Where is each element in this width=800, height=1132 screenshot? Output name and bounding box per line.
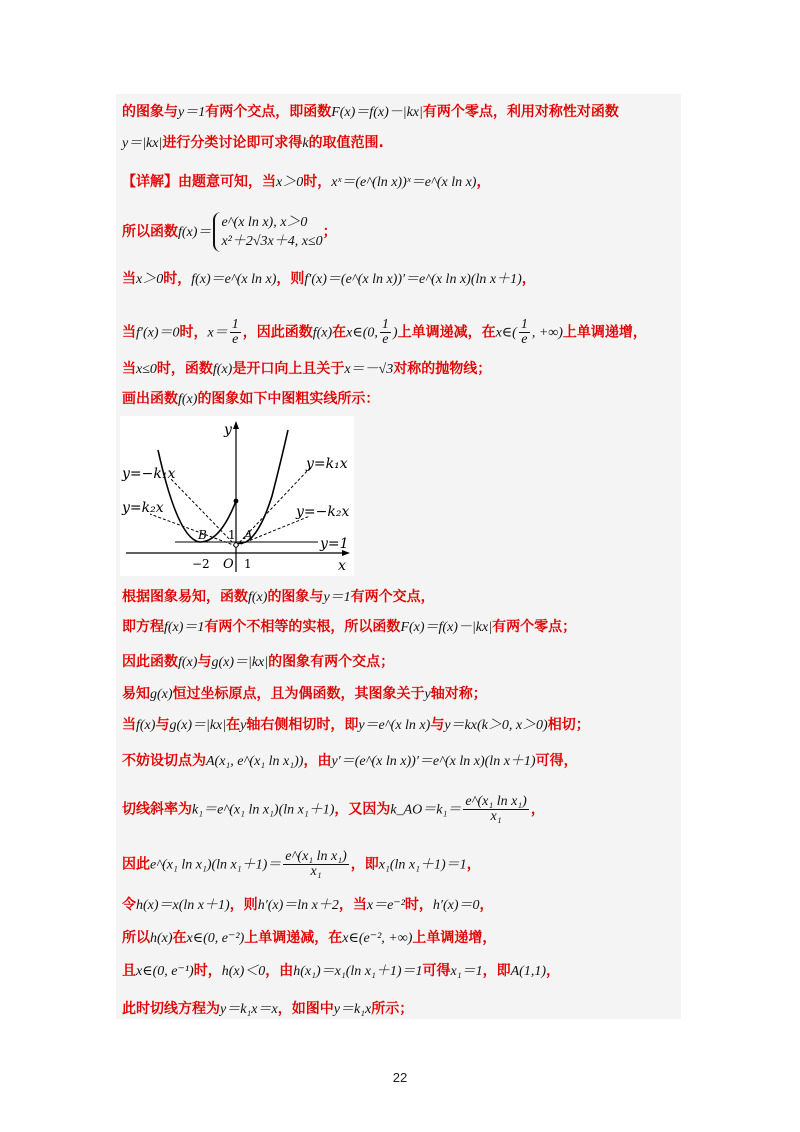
text-span: 与 — [430, 717, 445, 733]
fraction-numerator: 1 — [231, 317, 239, 332]
math-span: xˣ＝(e^(ln x))ˣ＝e^(x ln x) — [331, 175, 477, 190]
text-span: 有两个零点，利用对称性对函数 — [422, 104, 619, 120]
math-span: f(x) — [312, 325, 333, 341]
math-span: x≤0 — [136, 362, 157, 377]
text-span: 所以 — [122, 930, 150, 946]
math-span: g(x)＝|kx| — [169, 718, 227, 733]
text-span: ，则 — [276, 271, 305, 287]
text-span: 有两个交点， — [350, 589, 435, 605]
math-span: y — [424, 687, 431, 702]
math-span: x∈(e⁻², +∞) — [342, 931, 413, 946]
math-span: y＝k₁x＝x — [220, 1002, 278, 1017]
text-span: 【详解】由题意可知，当 — [122, 174, 276, 190]
text-line — [122, 173, 490, 192]
text-line — [122, 360, 491, 379]
math-span: y＝1 — [323, 590, 351, 605]
text-span: ，即 — [482, 963, 511, 979]
text-line — [122, 1000, 413, 1019]
text-line — [122, 103, 619, 122]
text-span: 时， — [193, 963, 222, 979]
text-span: ， — [479, 897, 494, 913]
text-line — [122, 850, 481, 879]
text-span: 在 — [332, 324, 347, 341]
point-origin-open — [234, 543, 238, 547]
text-span: 与 — [155, 717, 170, 733]
fraction-denominator: e — [380, 332, 391, 347]
text-line — [122, 896, 494, 915]
math-span: x∈( — [495, 325, 517, 341]
math-span: y＝k₁x — [333, 1002, 372, 1017]
math-span: F(x)＝f(x)－|kx| — [400, 620, 493, 635]
math-span: y＝1 — [178, 105, 206, 120]
text-span: 的图象与 — [122, 104, 178, 120]
text-line — [122, 685, 487, 704]
text-span: 时， — [303, 174, 332, 190]
tick-1: 1 — [244, 557, 252, 571]
text-span: 上单调递减，在 — [244, 930, 343, 946]
math-span: ) — [392, 325, 398, 341]
fraction-numerator: 1 — [520, 317, 528, 332]
label-k2: y=k₂x — [122, 500, 164, 516]
text-span: 轴右侧相切时，即 — [246, 717, 359, 733]
text-span: 可得， — [535, 753, 578, 769]
text-span: 的图象如下中图粗实线所示： — [197, 391, 380, 407]
text-span: 有两个不相等的实根，所以函数 — [204, 619, 401, 635]
math-span: x∈(0, e⁻²) — [186, 931, 245, 946]
page-number: 22 — [392, 1070, 408, 1085]
label-one-above: 1 — [228, 528, 236, 542]
text-span: 因此函数 — [122, 654, 178, 670]
function-graph — [120, 416, 354, 576]
text-span: 有两个零点； — [492, 619, 577, 635]
math-span: h(x₁)＝x₁(ln x₁＋1)＝1 — [293, 964, 423, 979]
math-span: h(x)＝x(ln x＋1) — [136, 898, 230, 913]
math-span: g(x)＝|kx| — [211, 655, 269, 670]
text-line — [122, 270, 536, 289]
math-span: y＝|kx| — [122, 136, 163, 151]
text-span: 切线斜率为 — [122, 801, 192, 818]
text-line — [122, 618, 576, 637]
label-origin: O — [223, 557, 234, 572]
text-line — [122, 929, 496, 948]
parabola-curve — [158, 450, 236, 542]
text-span: 所以函数 — [122, 224, 178, 240]
text-span: 在 — [172, 930, 187, 946]
math-span: x＞0 — [276, 175, 304, 190]
point-zero-one — [234, 499, 239, 504]
math-span: f(x) — [248, 590, 268, 605]
text-span: 的图象有两个交点； — [268, 654, 395, 670]
text-line — [122, 795, 545, 824]
math-fraction — [463, 795, 529, 824]
text-span: 在 — [226, 717, 241, 733]
math-span: k_AO＝k₁＝ — [390, 802, 462, 818]
math-fraction — [230, 318, 241, 347]
text-span: 时，函数 — [156, 361, 213, 377]
fraction-denominator: e — [230, 332, 241, 347]
text-span: 对称的抛物线； — [393, 361, 492, 377]
math-span: x＝e⁻² — [366, 898, 405, 913]
math-span: x＝－√3 — [344, 362, 394, 377]
text-span: 上单调递减，在 — [397, 324, 496, 341]
text-span: 的图象与 — [267, 589, 324, 605]
text-span: ，由 — [265, 963, 294, 979]
math-fraction — [283, 850, 349, 879]
math-span: x＝ — [207, 325, 228, 341]
math-span: y′＝(e^(x ln x))′＝e^(x ln x)(ln x＋1) — [331, 754, 536, 769]
text-span: 与 — [197, 654, 212, 670]
fraction-denominator: x₁ — [463, 809, 529, 824]
text-span: ， — [546, 963, 561, 979]
text-span: 是开口向上且关于 — [232, 361, 345, 377]
math-span: , +∞) — [531, 325, 563, 341]
case-line: x²＋2√3x＋4, x≤0 — [221, 234, 323, 249]
math-span: f′(x)＝(e^(x ln x))′＝e^(x ln x)(ln x＋1) — [304, 272, 522, 287]
case-line: e^(x ln x), x＞0 — [221, 215, 308, 230]
math-span: f(x) — [136, 718, 156, 733]
text-line — [122, 318, 647, 347]
math-span: x₁＝1 — [450, 964, 483, 979]
label-y-eq-1: y=1 — [320, 536, 349, 552]
text-span: 的取值范围. — [308, 135, 384, 151]
text-span: 相切； — [547, 717, 590, 733]
math-span: y — [240, 718, 247, 733]
label-point-b: B — [198, 528, 207, 542]
math-span: h′(x)＝ln x＋2 — [257, 898, 339, 913]
text-span: 且 — [122, 963, 136, 979]
text-line — [122, 212, 337, 252]
text-span: ，又因为 — [334, 801, 391, 818]
label-k1: y=k₁x — [306, 456, 348, 472]
math-span: x＞0 — [136, 272, 164, 287]
text-span: ，如图中 — [277, 1001, 334, 1017]
text-span: ， — [466, 856, 481, 873]
math-span: h(x)＜0 — [221, 964, 266, 979]
math-span: f(x)＝ — [178, 225, 212, 240]
math-span: e^(x₁ ln x₁)(ln x₁＋1)＝ — [150, 857, 282, 873]
math-span: g(x) — [150, 687, 173, 702]
math-span: f(x) — [212, 362, 233, 377]
text-line — [122, 752, 578, 771]
text-span: 易知 — [122, 686, 150, 702]
piecewise-cases — [213, 212, 322, 252]
text-line — [122, 653, 394, 672]
math-span: f(x)＝e^(x ln x) — [191, 272, 277, 287]
math-fraction — [380, 318, 391, 347]
math-span: h′(x)＝0 — [432, 898, 480, 913]
text-span: ， — [476, 174, 491, 190]
math-span: h(x) — [150, 931, 173, 946]
exp-curve — [236, 430, 288, 544]
text-line — [122, 962, 560, 981]
y-axis-arrow-icon — [233, 421, 239, 429]
text-line — [122, 716, 590, 735]
text-span: 画出函数 — [122, 391, 178, 407]
text-span: 所示； — [371, 1001, 414, 1017]
math-span: k — [302, 136, 309, 151]
text-span: 上单调递增， — [412, 930, 497, 946]
math-span: y＝e^(x ln x) — [358, 718, 431, 733]
math-span: y＝kx(k＞0, x＞0) — [444, 718, 548, 733]
math-span: A(x₁, e^(x₁ ln x₁)) — [206, 754, 304, 769]
text-span: 恒过坐标原点，且为偶函数，其图象关于 — [172, 686, 425, 702]
text-span: 即方程 — [122, 619, 164, 635]
label-point-a: A — [244, 528, 253, 542]
text-span: 根据图象易知，函数 — [122, 589, 248, 605]
fraction-denominator: x₁ — [283, 864, 349, 879]
text-span: 时， — [404, 897, 433, 913]
tick-neg2: −2 — [192, 557, 210, 571]
text-line — [122, 390, 379, 409]
text-line — [122, 588, 435, 607]
math-span: A(1,1) — [510, 964, 547, 979]
text-span: 轴对称； — [430, 686, 487, 702]
line-k2 — [150, 514, 236, 546]
text-span: 令 — [122, 897, 136, 913]
text-span: ， — [530, 801, 545, 818]
text-span: ； — [322, 224, 337, 240]
fraction-numerator: e^(x₁ ln x₁) — [465, 794, 527, 809]
text-line — [122, 134, 384, 153]
math-span: f(x)＝1 — [164, 620, 205, 635]
text-span: ，因此函数 — [242, 324, 313, 341]
text-span: 有两个交点，即函数 — [205, 104, 332, 120]
text-span: 上单调递增， — [562, 324, 647, 341]
math-span: f(x) — [178, 655, 198, 670]
text-span: 此时切线方程为 — [122, 1001, 220, 1017]
math-span: x₁(ln x₁＋1)＝1 — [378, 857, 467, 873]
text-span: 当 — [122, 324, 136, 341]
math-span: F(x)＝f(x)－|kx| — [331, 105, 423, 120]
math-span: k₁＝e^(x₁ ln x₁)(ln x₁＋1) — [192, 802, 335, 818]
text-span: 当 — [122, 271, 136, 287]
math-fraction — [519, 318, 530, 347]
text-span: ， — [521, 271, 536, 287]
text-span: 可得 — [422, 963, 451, 979]
math-span: x∈(0, — [346, 325, 378, 341]
text-span: 进行分类讨论即可求得 — [162, 135, 303, 151]
text-span: ，由 — [303, 753, 332, 769]
math-span: f′(x)＝0 — [136, 325, 180, 341]
label-neg-k2: y=−k₂x — [296, 504, 350, 520]
axis-x-label: x — [338, 558, 346, 574]
text-span: ，即 — [350, 856, 379, 873]
fraction-numerator: 1 — [381, 317, 389, 332]
math-span: x∈(0, e⁻¹) — [136, 964, 194, 979]
text-span: 当 — [122, 717, 136, 733]
math-span: f(x) — [178, 392, 198, 407]
label-neg-k1: y=−k₁x — [122, 466, 176, 482]
text-span: 不妨设切点为 — [122, 753, 206, 769]
text-span: 时， — [163, 271, 192, 287]
fraction-denominator: e — [519, 332, 530, 347]
text-span: ，则 — [229, 897, 258, 913]
text-span: 当 — [122, 361, 136, 377]
text-span: 时， — [179, 324, 208, 341]
axis-y-label: y — [224, 422, 232, 438]
fraction-numerator: e^(x₁ ln x₁) — [285, 849, 347, 864]
text-span: 因此 — [122, 856, 150, 873]
text-span: ，当 — [338, 897, 367, 913]
